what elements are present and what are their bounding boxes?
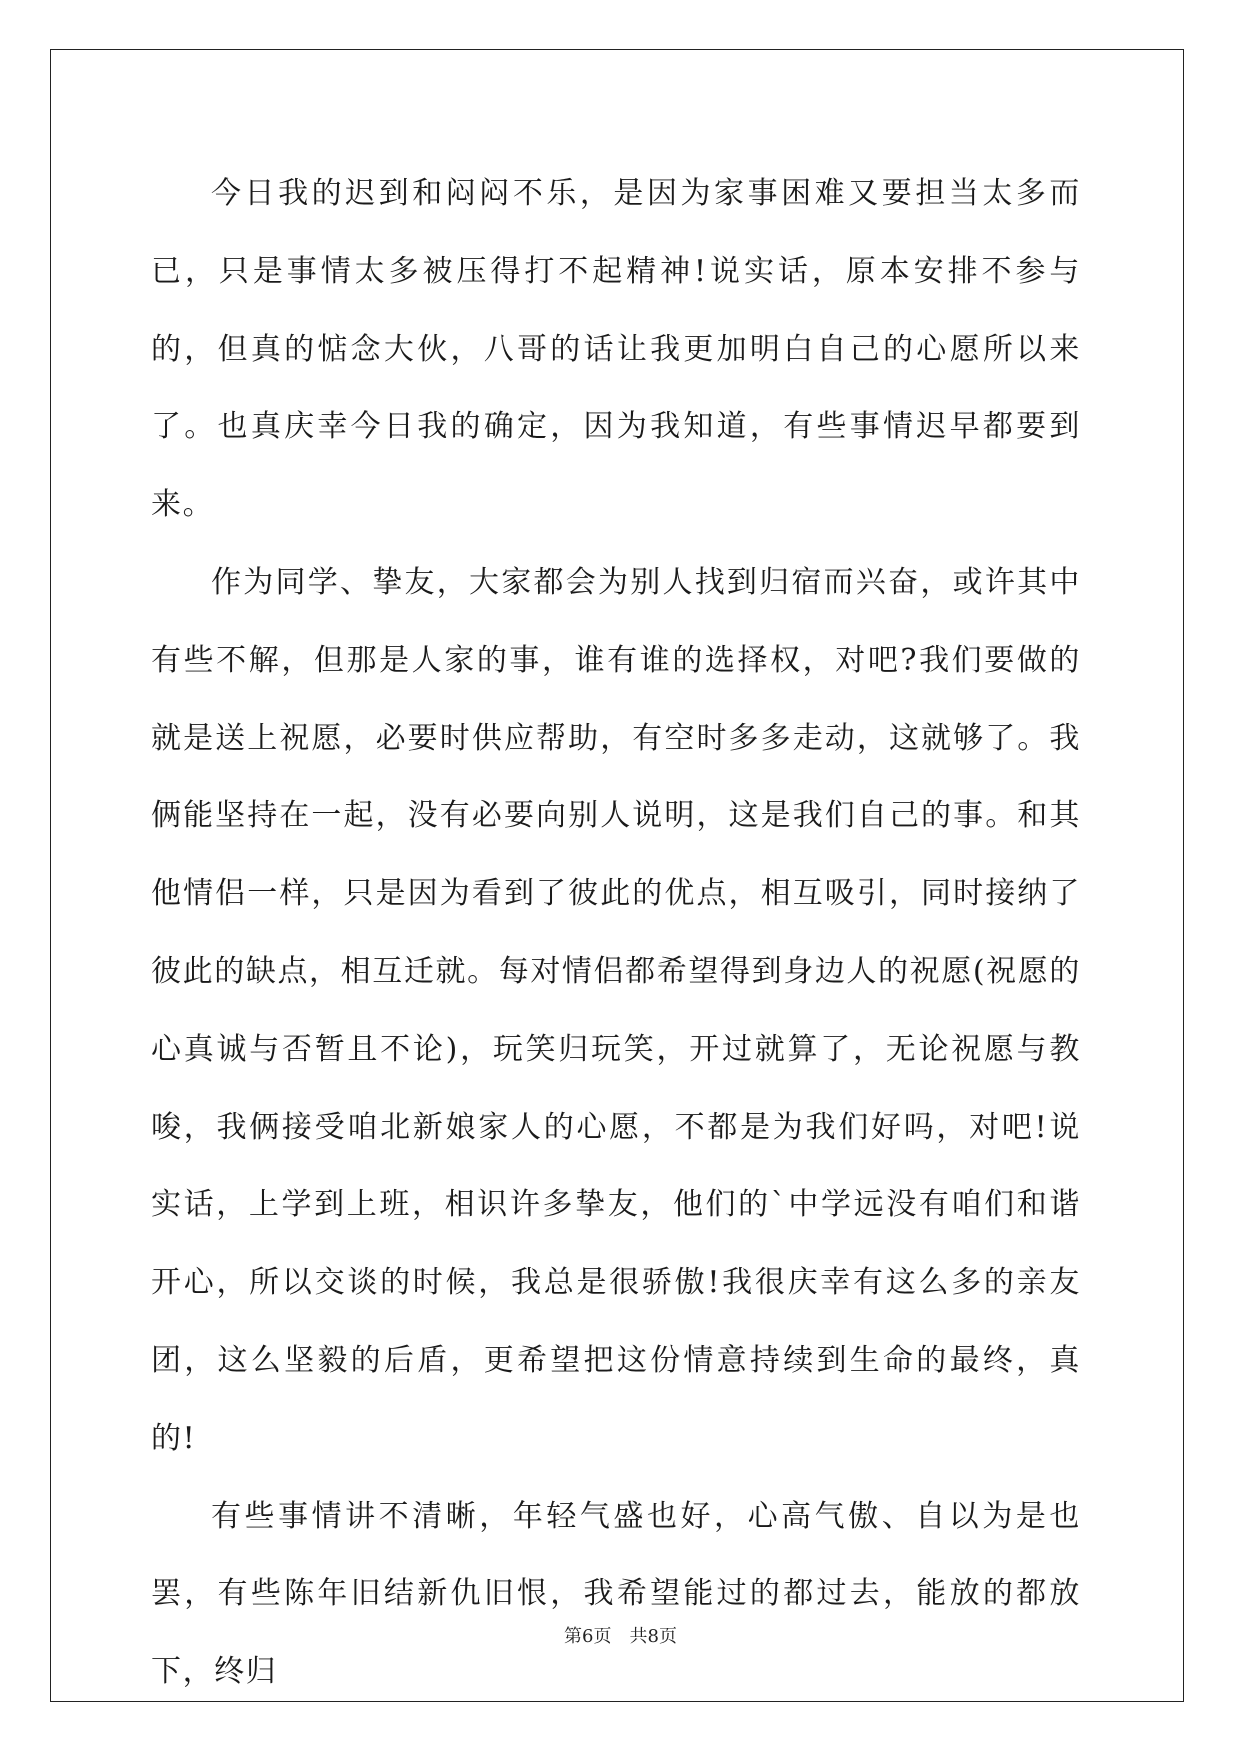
page-number-footer: 第6页 共8页 bbox=[564, 1626, 677, 1647]
paragraph-3: 有些事情讲不清晰，年轻气盛也好，心高气傲、自以为是也罢，有些陈年旧结新仇旧恨，我希望能过的都过去，能放的都放下，终归 bbox=[151, 1498, 1081, 1690]
paragraph-1: 今日我的迟到和闷闷不乐，是因为家事困难又要担当太多而已，只是事情太多被压得打不起精神!说实话，原本安排不参与的，但真的惦念大伙，八哥的话让我更加明白自己的心愿所以来了。也真庆幸今日我的确定，因为我知道，有些事情迟早都要到来。 bbox=[151, 176, 1081, 523]
paragraph-2: 作为同学、挚友，大家都会为别人找到归宿而兴奋，或许其中有些不解，但那是人家的事，谁有谁的选择权，对吧?我们要做的就是送上祝愿，必要时供应帮助，有空时多多走动，这就够了。我俩能坚持在一起，没有必要向别人说明，这是我们自己的事。和其他情侣一样，只是因为看到了彼此的优点，相互吸引，同时接纳了彼此的缺点，相互迁就。每对情侣都希望得到身边人的祝愿(祝愿的心真诚与否暂且不论)，玩笑归玩笑，开过就算了，无论祝愿与教唆，我俩接受咱北新娘家人的心愿，不都是为我们好吗，对吧!说实话，上学到上班，相识许多挚友，他们的`中学远没有咱们和谐开心，所以交谈的时候，我总是很骄傲!我很庆幸有这么多的亲友团，这么坚毅的后盾，更希望把这份情意持续到生命的最终，真的! bbox=[151, 564, 1081, 1456]
document-body bbox=[151, 155, 1081, 1711]
